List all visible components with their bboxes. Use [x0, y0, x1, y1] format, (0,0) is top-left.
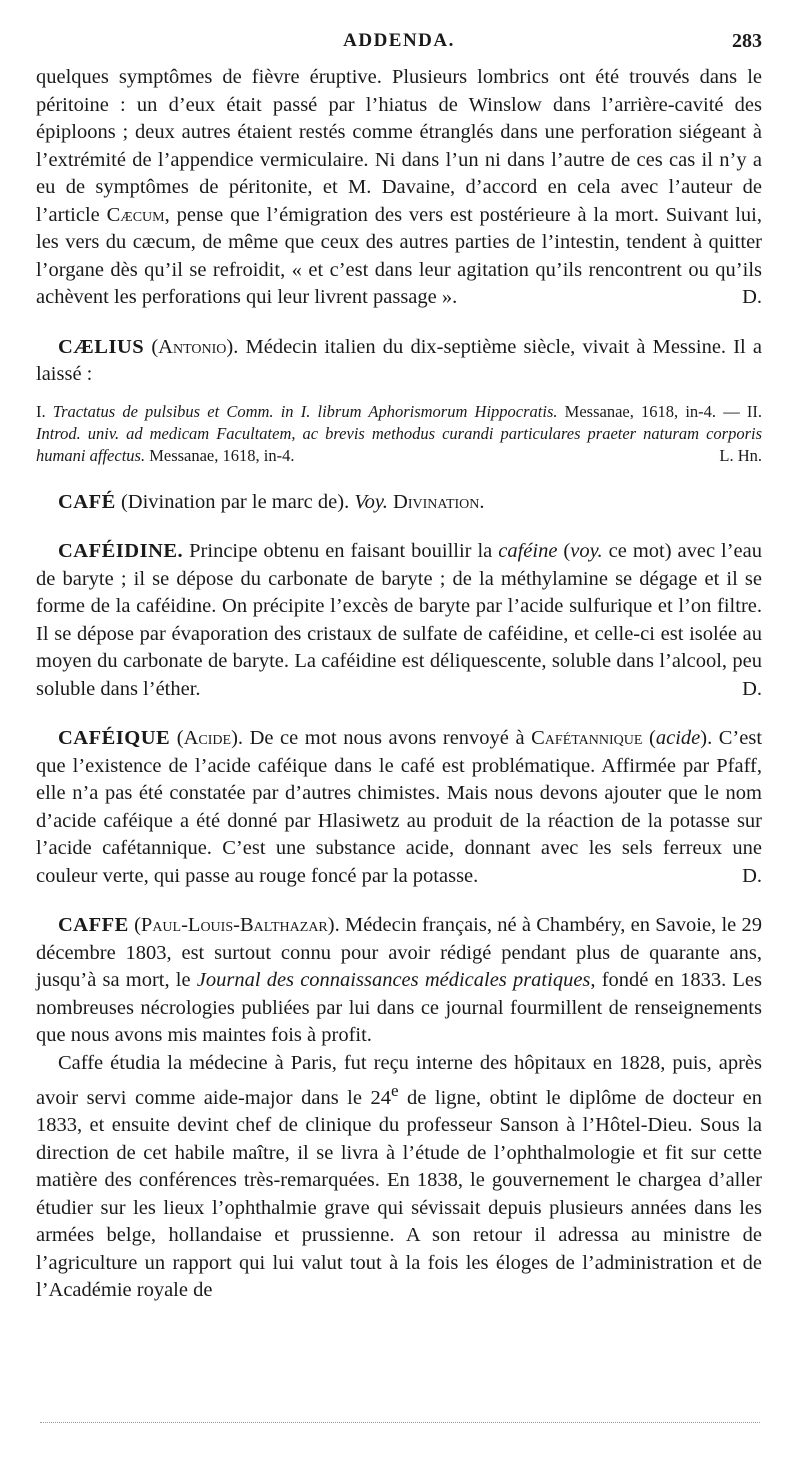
cross-reference: Cafétannique — [531, 727, 643, 749]
journal-title: Journal des connaissances médicales pratiques — [196, 969, 591, 991]
entry-headword: CAFFE — [58, 914, 129, 936]
bottom-rule — [40, 1422, 760, 1423]
author-signature: D. — [742, 677, 762, 700]
page-body — [36, 64, 762, 1305]
continued-paragraph: quelques symptômes de fièvre éruptive. Plusieurs lombrics ont été trouvés dans le péritoine : un d’eux était passé par l’hiatus de Winslow dans l’arrière-cavité des épiploons ; deux autres étaient restés comme étranglés dans une perforation siégeant à l’extrémité de l’appendice vermiculaire. Ni dans l’un ni dans l’autre de ces cas il n’y a eu de symptômes de péritonite, et M. Davaine, d’accord en cela avec l’auteur de l’article Cæcum, pense que l’émigration des vers est postérieure à la mort. Suivant lui, les vers du cæcum, de même que ceux des autres parties de l’intestin, tendent à quitter l’organe dès qu’il se refroidit, « et c’est dans leur agitation qu’ils rencontrent ou qu’ils achèvent les perforations qui leur livrent passage ». D. — [36, 64, 762, 312]
author-signature: D. — [742, 286, 762, 308]
entry-cafe: CAFÉ (Divination par le marc de). Voy. Divination. — [58, 490, 485, 513]
entry-qualifier: (Acide). — [176, 727, 244, 749]
entry-headword: CÆLIUS — [58, 335, 145, 358]
entry-qualifier: (Antonio). — [151, 335, 239, 358]
cross-reference: Cæcum — [106, 203, 165, 226]
author-signature: L. Hn. — [719, 445, 762, 465]
entry-cafeidine: CAFÉIDINE. Principe obtenu en faisant bouillir la caféine (voy. ce mot) avec l’eau de baryte ; il se dépose du carbonate de baryte ; de la méthylamine se dégage et il se forme de la caféidine. On précipite l’excès de baryte par l’acide sulfurique et l’on filtre. Il se dépose par évaporation des cristaux de sulfate de caféidine, et celle-ci est isolée au moyen du carbonate de baryte. La caféidine est déliquescente, soluble dans l’alcool, peu soluble dans l’éther. D. — [36, 538, 762, 703]
page-number: 283 — [732, 30, 762, 52]
entry-headword: CAFÉ — [58, 490, 116, 513]
author-signature: D. — [742, 864, 762, 887]
running-title: ADDENDA. — [343, 30, 455, 51]
bibliography: I. Tractatus de pulsibus et Comm. in I. librum Aphorismorum Hippocratis. Messanae, 1618, in-4. — II. Introd. univ. ad medicam Facultatem, ac brevis methodus curandi particulares praeter naturam corporis humani affectus. Messanae, 1618, in-4. L. Hn. — [36, 401, 762, 465]
entry-cafeique: CAFÉIQUE (Acide). De ce mot nous avons renvoyé à Cafétannique (acide). C’est que l’existence de l’acide caféique dans le café est problématique. Affirmée par Pfaff, elle n’a pas été constatée par d’autres chimistes. Mais nous devons ajouter que le nom d’acide caféique a été donné par Hlasiwetz au produit de la réaction de la potasse sur l’acide cafétannique. C’est une substance acide, donnant avec les sels ferreux une couleur verte, qui passe au rouge foncé par la potasse. D. — [36, 725, 762, 890]
work-title: Tractatus de pulsibus et Comm. in I. librum Aphorismorum Hippocratis. — [52, 401, 558, 421]
work-title: Introd. univ. ad medicam Facultatem, ac brevis methodus curandi particulares praeter naturam corporis humani affectus. — [36, 423, 762, 465]
entry-qualifier: (Paul-Louis-Balthazar). — [134, 914, 340, 936]
entry-headword: CAFÉIQUE — [58, 727, 171, 749]
entry-caelius: CÆLIUS (Antonio). Médecin italien du dix-septième siècle, vivait à Messine. Il a laissé : I. Tractatus de pulsibus et Comm. in I. librum Aphorismorum Hippocratis. Messanae, 1618, in-4. — II. Introd. univ. ad medicam Facultatem, ac brevis methodus curandi particulares praeter naturam corporis humani affectus. Messanae, 1618, in-4. L. Hn. — [36, 335, 763, 465]
entry-paragraph: Caffe étudia la médecine à Paris, fut reçu interne des hôpitaux en 1828, puis, après avoir servi comme aide-major dans le 24e de ligne, obtint le diplôme de docteur en 1833, et ensuite devint chef de clinique du professeur Sanson à l’Hôtel-Dieu. Sous la direction de cet habile maître, il se livra à l’étude de l’ophthalmologie et fit sur cette matière des conférences très-remarquées. En 1838, le gouvernement le chargea d’aller étudier sur les lieux l’ophthalmie grave qui sévissait depuis plusieurs années dans les armées belge, hollandaise et prussienne. A son retour il adressa au ministre de l’agriculture un rapport qui lui valut tout à la fois les éloges de l’administration et de l’Académie royale de — [36, 1051, 763, 1302]
running-header — [36, 30, 762, 60]
entry-headword: CAFÉIDINE. — [58, 540, 184, 562]
cross-reference: Divination. — [387, 490, 485, 513]
entry-caffe: CAFFE (Paul-Louis-Balthazar). Médecin français, né à Chambéry, en Savoie, le 29 décembre 1803, est surtout connu pour avoir rédigé pendant plus de quarante ans, jusqu’à sa mort, le Journal des connaissances médicales pratiques, fondé en 1833. Les nombreuses nécrologies publiées par lui dans ce journal fourmillent de renseignements que nous avons mis maintes fois à profit. Caffe étudia la médecine à Paris, fut reçu interne des hôpitaux en 1828, puis, après avoir servi comme aide-major dans le 24e de ligne, obtint le diplôme de docteur en 1833, et ensuite devint chef de clinique du professeur Sanson à l’Hôtel-Dieu. Sous la direction de cet habile maître, il se livra à l’étude de l’ophthalmologie et fit sur cette matière des conférences très-remarquées. En 1838, le gouvernement le chargea d’aller étudier sur les lieux l’ophthalmie grave qui sévissait depuis plusieurs années dans les armées belge, hollandaise et prussienne. A son retour il adressa au ministre de l’agriculture un rapport qui lui valut tout à la fois les éloges de l’administration et de l’Académie royale de — [36, 912, 762, 1305]
